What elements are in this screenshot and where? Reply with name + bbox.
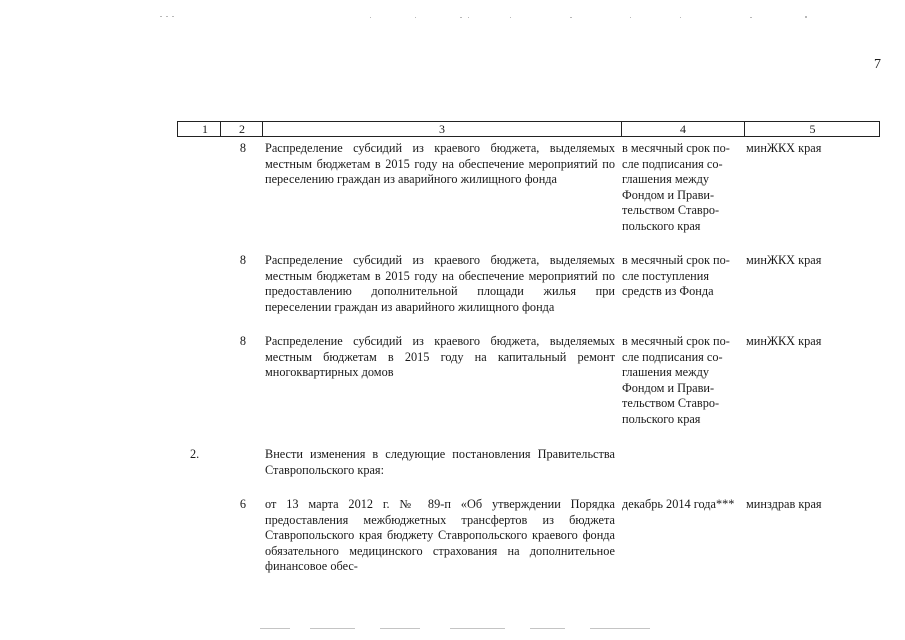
row-responsible: минЖКХ края xyxy=(746,253,822,267)
row-number: 8 xyxy=(239,334,246,348)
header-col-3: 3 xyxy=(439,122,445,136)
row-term: декабрь 2014 года*** xyxy=(622,497,735,511)
section-text: Внести изменения в следующие постановления Правительства Ставропольского края: xyxy=(265,447,615,477)
row-description: Распределение субсидий из краевого бюджета, выделяемых местным бюджетам в 2015 году на обеспечение мероприятий по переселению граждан из аварийного жилищного фонда xyxy=(265,141,615,187)
row-description: от 13 марта 2012 г. № 89-п «Об утверждении Порядка предоставления межбюджетных трансфертов из бюджета Ставропольского края бюджету Ставропольского краевого фонда обязательного медицинского страхования на дополнительное финансовое обес- xyxy=(265,497,615,574)
page-number: 7 xyxy=(874,57,881,72)
row-term: в месячный срок по- сле подписания со- глашения между Фондом и Прави- тельством Ставро- польского края xyxy=(622,141,730,233)
row-responsible: минЖКХ края xyxy=(746,334,822,348)
row-number: 8 xyxy=(239,253,246,267)
row-responsible: минздрав края xyxy=(746,497,822,511)
row-term: в месячный срок по- сле подписания со- глашения между Фондом и Прави- тельством Ставро- польского края xyxy=(622,334,730,426)
header-col-5: 5 xyxy=(809,122,816,136)
row-description: Распределение субсидий из краевого бюджета, выделяемых местным бюджетам в 2015 году на капитальный ремонт многоквартирных домов xyxy=(265,334,615,380)
scan-noise-top xyxy=(150,14,830,20)
header-divider xyxy=(220,122,221,136)
row-term: в месячный срок по- сле поступления средств из Фонда xyxy=(622,253,730,299)
row-number: 6 xyxy=(239,497,246,511)
header-divider xyxy=(262,122,263,136)
header-col-1: 1 xyxy=(202,122,208,136)
row-description: Распределение субсидий из краевого бюджета, выделяемых местным бюджетам в 2015 году на обеспечение мероприятий по предоставлению дополнительной площади жилья при переселении граждан из аварийного жилищного фонда xyxy=(265,253,615,314)
header-divider xyxy=(621,122,622,136)
header-divider xyxy=(744,122,745,136)
scan-noise-bottom xyxy=(250,625,710,631)
header-col-4: 4 xyxy=(680,122,686,136)
header-col-2: 2 xyxy=(239,122,245,136)
row-responsible: минЖКХ края xyxy=(746,141,822,155)
section-number: 2. xyxy=(190,447,200,461)
table-header xyxy=(177,121,880,137)
row-number: 8 xyxy=(239,141,246,155)
